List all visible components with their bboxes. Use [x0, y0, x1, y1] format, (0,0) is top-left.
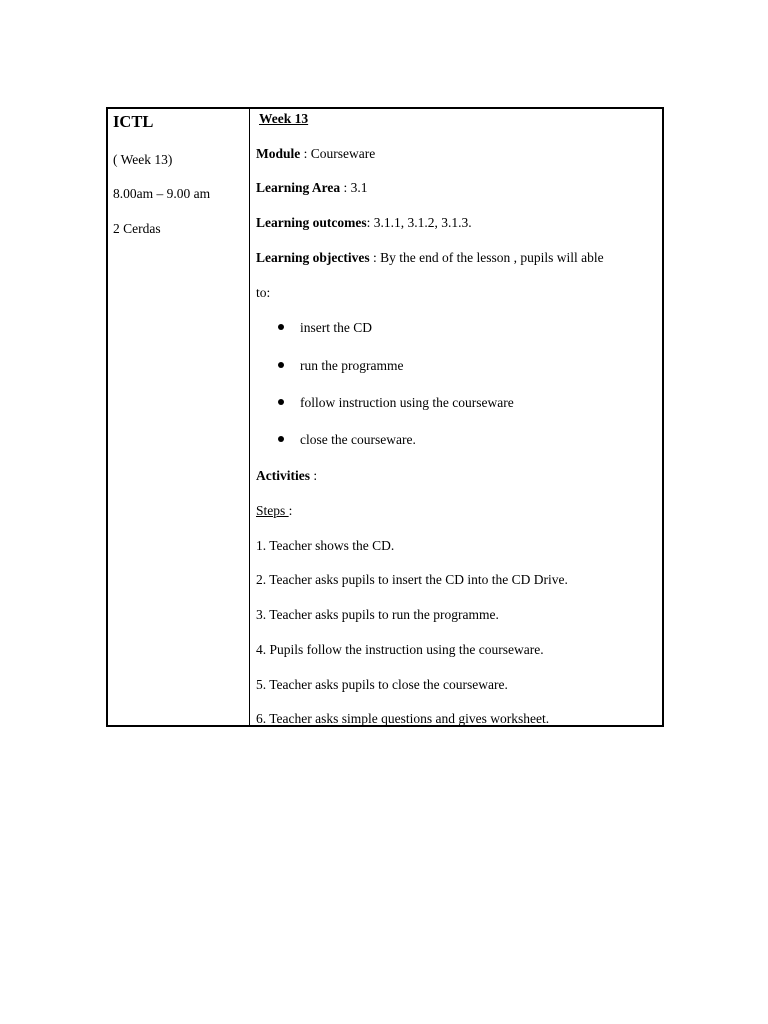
column-divider [249, 109, 250, 725]
bullet-icon [278, 399, 284, 405]
step-item: 4. Pupils follow the instruction using the courseware. [256, 642, 544, 657]
learning-area-value: : 3.1 [340, 180, 368, 195]
learning-outcomes-label: Learning outcomes [256, 215, 367, 230]
steps-heading: Steps : [256, 503, 293, 518]
week-label: ( Week 13) [113, 152, 173, 167]
steps-label: Steps [256, 503, 289, 518]
activities-label: Activities [256, 468, 310, 483]
step-item: 1. Teacher shows the CD. [256, 538, 395, 553]
activities-line: Activities : [256, 468, 318, 483]
learning-objectives-label: Learning objectives [256, 250, 370, 265]
module-line [256, 145, 375, 162]
subject-title: ICTL [113, 112, 154, 131]
module-label: Module [256, 146, 301, 161]
step-item: 3. Teacher asks pupils to run the programme. [256, 607, 499, 622]
learning-objectives-line [256, 249, 604, 266]
step-item: 6. Teacher asks simple questions and gives worksheet. [256, 711, 550, 726]
learning-outcomes-value: : 3.1.1, 3.1.2, 3.1.3. [366, 215, 472, 230]
objective-item: run the programme [300, 358, 404, 373]
time-label: 8.00am – 9.00 am [113, 186, 211, 201]
bullet-icon [278, 324, 284, 330]
lesson-plan-table [106, 107, 664, 727]
week-heading: Week 13 [259, 111, 309, 126]
objective-item: follow instruction using the courseware [300, 395, 514, 410]
bullet-icon [278, 362, 284, 368]
bullet-icon [278, 436, 284, 442]
step-item: 2. Teacher asks pupils to insert the CD into the CD Drive. [256, 572, 568, 587]
objective-item: insert the CD [300, 320, 372, 335]
learning-area-line [256, 179, 368, 196]
step-item: 5. Teacher asks pupils to close the courseware. [256, 677, 508, 692]
learning-outcomes-line [256, 214, 472, 231]
learning-area-label: Learning Area [256, 180, 341, 195]
class-label: 2 Cerdas [113, 221, 161, 236]
module-value: : Courseware [300, 146, 376, 161]
learning-objectives-continuation: to: [256, 285, 271, 300]
learning-objectives-value: : By the end of the lesson , pupils will able [369, 250, 604, 265]
objective-item: close the courseware. [300, 432, 416, 447]
